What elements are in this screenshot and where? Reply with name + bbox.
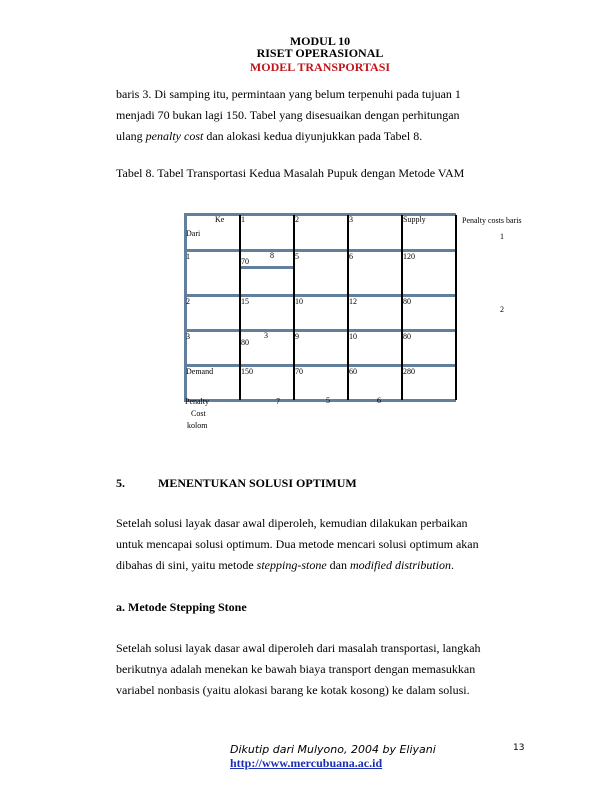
cost-3-2: 9: [295, 332, 299, 341]
intro-line-1: baris 3. Di samping itu, permintaan yang belum terpenuhi pada tujuan 1: [116, 87, 461, 101]
supply-2: 80: [403, 297, 411, 306]
column-penalty-1: 7: [276, 397, 280, 406]
row-divider: [184, 249, 456, 252]
footer-link[interactable]: http://www.mercubuana.ac.id: [230, 756, 383, 770]
section-5-line-3-post: .: [451, 558, 454, 572]
demand-3: 60: [349, 367, 357, 376]
col-header-3: 3: [349, 215, 353, 224]
supply-3: 80: [403, 332, 411, 341]
subsection-a-heading: a. Metode Stepping Stone: [116, 600, 247, 614]
column-penalty-label-2: Cost: [191, 409, 206, 418]
section-title: MENENTUKAN SOLUSI OPTIMUM: [158, 476, 357, 490]
row-divider: [184, 329, 456, 332]
section-number: 5.: [116, 476, 125, 490]
page-number: 13: [513, 743, 525, 753]
cost-3-1: 3: [264, 331, 268, 340]
section-5-heading: [116, 476, 357, 491]
allocation-divider: [239, 266, 294, 269]
row-label-1: 1: [186, 252, 190, 261]
demand-1: 150: [241, 367, 253, 376]
row-penalty-2: 2: [500, 305, 504, 314]
footer-citation: Dikutip dari Mulyono, 2004 by Eliyani: [230, 743, 436, 756]
term-stepping-stone: stepping-stone: [256, 558, 327, 572]
cost-2-2: 10: [295, 297, 303, 306]
row-divider: [184, 294, 456, 297]
subsection-a-line-1: Setelah solusi layak dasar awal diperoleh dari masalah transportasi, langkah: [116, 641, 481, 655]
demand-total: 280: [403, 367, 415, 376]
intro-line-3-pre: ulang: [116, 129, 146, 143]
row-label-2: 2: [186, 297, 190, 306]
cost-1-2: 5: [295, 252, 299, 261]
section-5-line-3: [116, 555, 496, 576]
demand-label: Demand: [186, 367, 214, 376]
cost-3-3: 10: [349, 332, 357, 341]
row-label-3: 3: [186, 332, 190, 341]
column-penalty-label-1: Penalty: [185, 397, 209, 406]
cost-2-1: 15: [241, 297, 249, 306]
section-5-line-3-mid: dan: [326, 558, 350, 572]
chapter-title: MODEL TRANSPORTASI: [249, 60, 391, 74]
term-penalty-cost: penalty cost: [145, 129, 204, 143]
cost-1-1: 8: [270, 251, 274, 260]
allocation-3-1: 80: [241, 338, 249, 347]
intro-line-2: menjadi 70 bukan lagi 150. Tabel yang disesuaikan dengan perhitungan: [116, 108, 460, 122]
header-row-penalty: 1: [500, 232, 504, 241]
col-header-supply: Supply: [403, 215, 426, 224]
section-5-line-1: Setelah solusi layak dasar awal diperoleh, kemudian dilakukan perbaikan: [116, 516, 468, 530]
row-divider: [184, 364, 456, 367]
subsection-a-paragraph: [116, 638, 496, 701]
section-5-paragraph: [116, 513, 496, 576]
cost-2-3: 12: [349, 297, 357, 306]
col-header-1: 1: [241, 215, 245, 224]
intro-line-3-post: dan alokasi kedua diyunjukkan pada Tabel 8.: [203, 129, 423, 143]
corner-dari: Dari: [186, 229, 201, 238]
table-caption: Tabel 8. Tabel Transportasi Kedua Masalah Pupuk dengan Metode VAM: [116, 166, 465, 180]
section-5-line-3-pre: dibahas di sini, yaitu metode: [116, 558, 257, 572]
section-5-line-2: untuk mencapai solusi optimum. Dua metode mencari solusi optimum akan: [116, 537, 479, 551]
allocation-1-1: 70: [241, 257, 249, 266]
subsection-a-line-2: berikutnya adalah menekan ke bawah biaya transport dengan memasukkan: [116, 662, 476, 676]
demand-2: 70: [295, 367, 303, 376]
course-title: RISET OPERASIONAL: [256, 46, 384, 60]
supply-1: 120: [403, 252, 415, 261]
subsection-a-line-3: variabel nonbasis (yaitu alokasi barang ke kotak kosong) ke dalam solusi.: [116, 683, 470, 697]
term-modified-distribution: modified distribution: [349, 558, 451, 572]
corner-ke: Ke: [215, 215, 225, 224]
col-header-2: 2: [295, 215, 299, 224]
table-border-bottom: [184, 399, 456, 402]
row-penalty-header: Penalty costs baris: [462, 216, 522, 225]
module-number: MODUL 10: [289, 34, 351, 48]
column-penalty-2: 5: [326, 396, 330, 405]
table-border-right: [455, 215, 457, 400]
column-penalty-3: 6: [377, 396, 381, 405]
cost-1-3: 6: [349, 252, 353, 261]
column-penalty-label-3: kolom: [187, 421, 208, 430]
